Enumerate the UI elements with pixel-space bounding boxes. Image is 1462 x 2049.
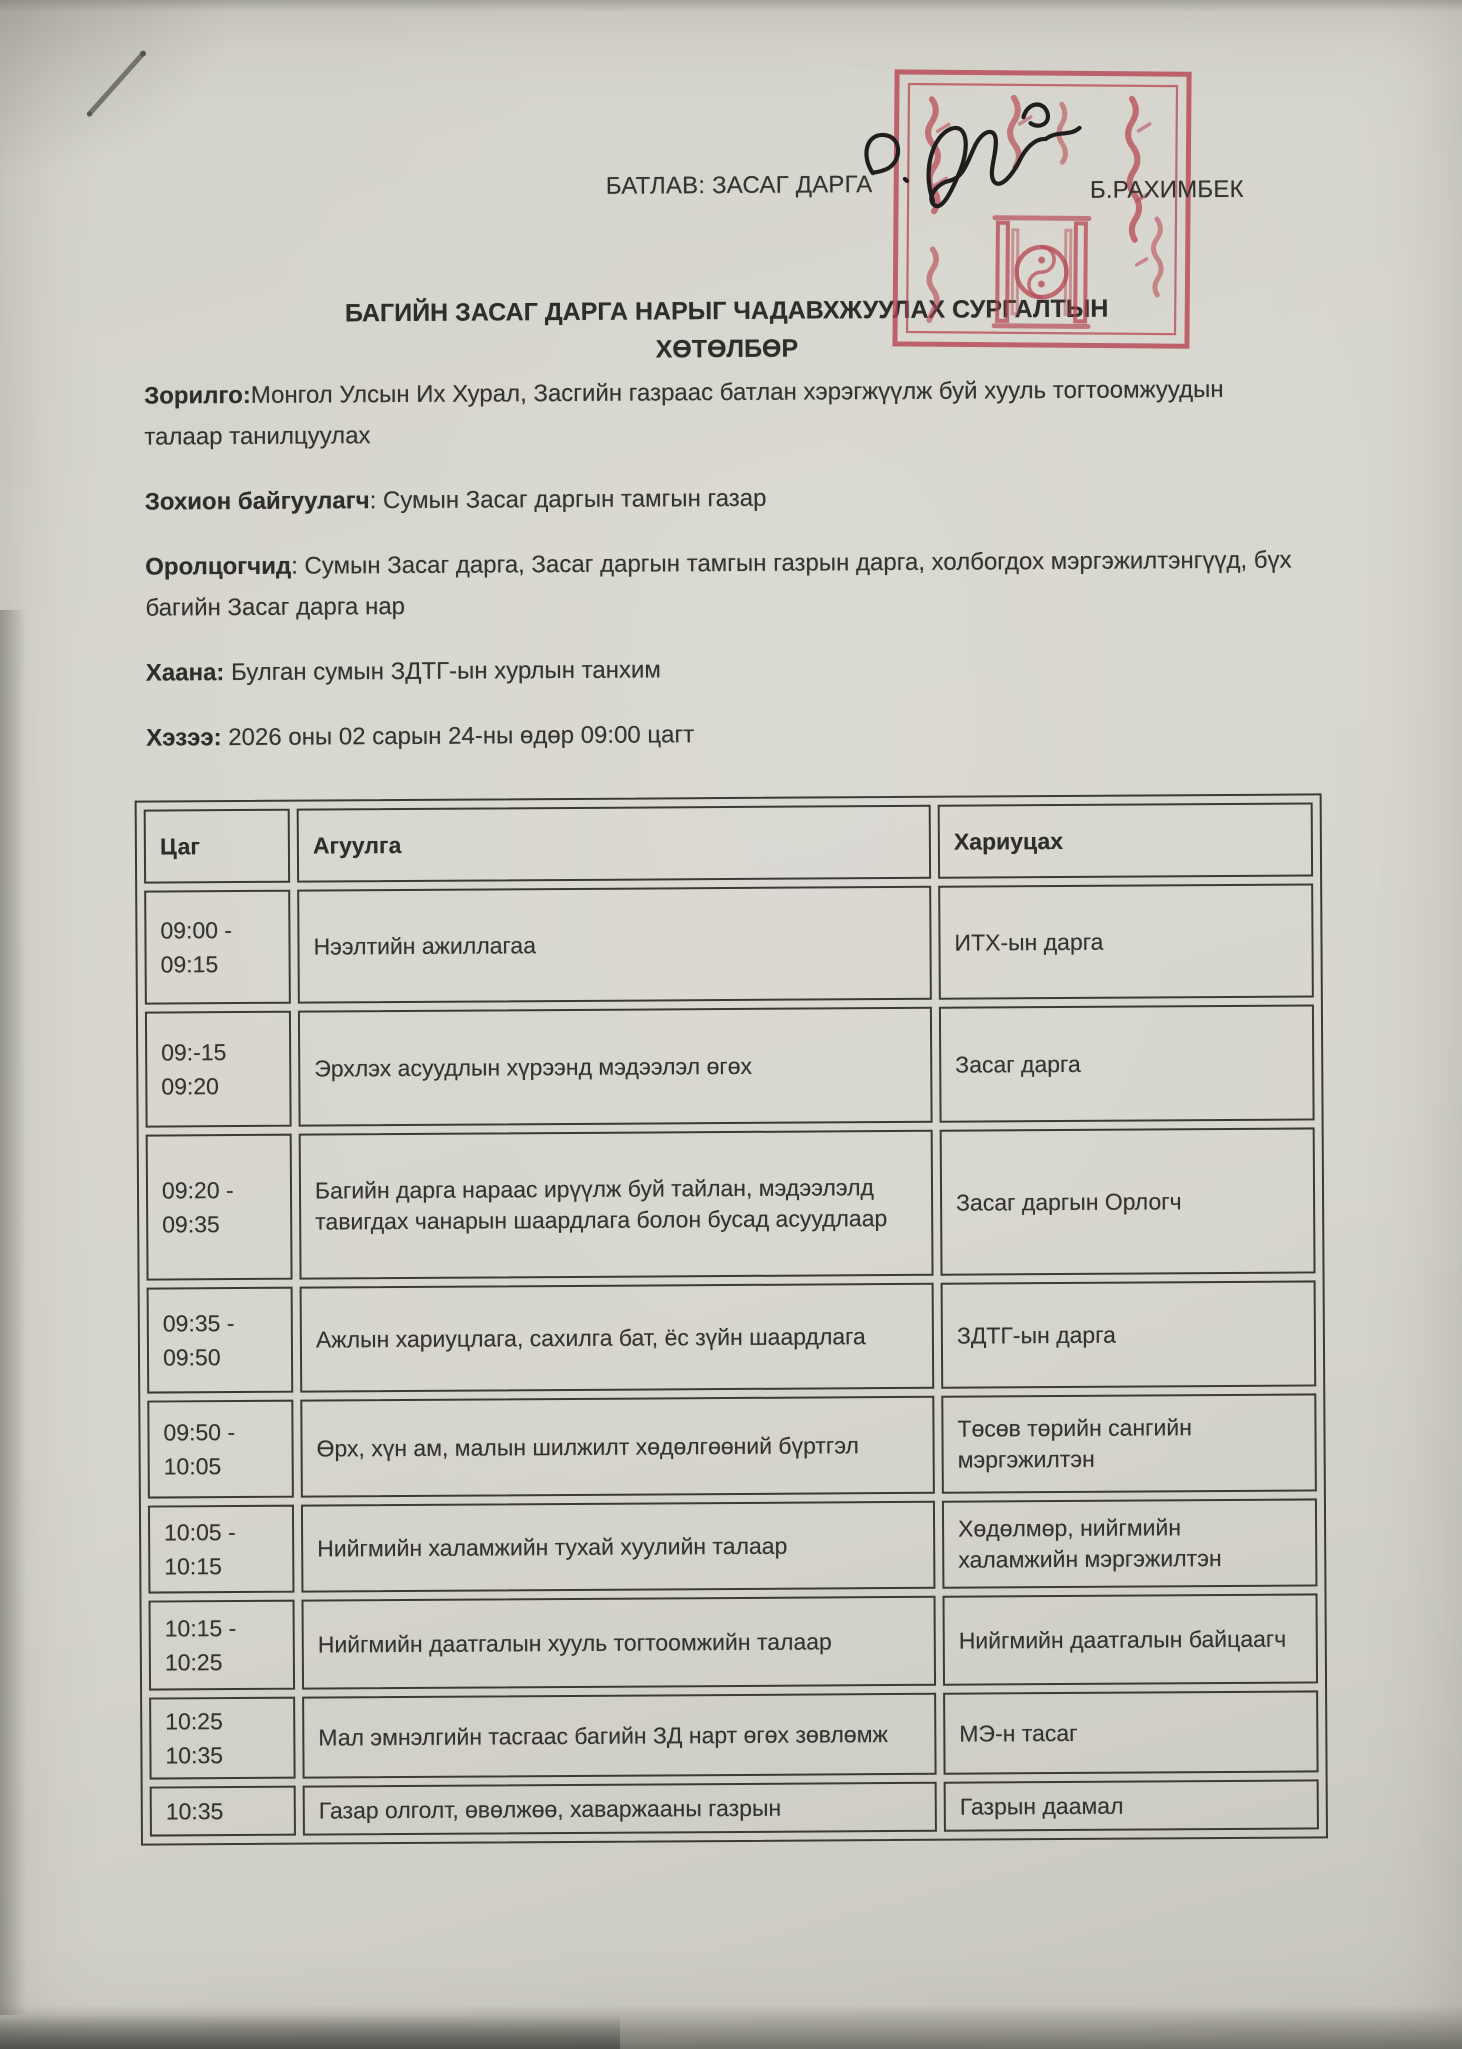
table-row <box>147 1280 1317 1393</box>
col-header-owner: Хариуцах <box>938 802 1313 878</box>
section-organizer-text: : Сумын Засаг даргын тамгын газар <box>369 484 767 515</box>
section-where <box>146 646 1296 694</box>
cell-content: Өрх, хүн ам, малын шилжилт хөдөлгөөний бүртгэл <box>300 1396 935 1498</box>
section-organizer <box>145 475 1295 523</box>
cell-time: 10:25 10:35 <box>149 1697 295 1780</box>
section-purpose-label: Зорилго: <box>144 381 251 410</box>
cell-owner: МЭ-н тасаг <box>943 1690 1318 1774</box>
cell-owner: Нийгмийн даатгалын байцаагч <box>942 1593 1318 1685</box>
table-row <box>149 1593 1319 1690</box>
cell-time: 10:35 <box>150 1786 296 1837</box>
section-organizer-label: Зохион байгуулагч <box>144 487 370 516</box>
cell-content: Нийгмийн халамжийн тухай хуулийн талаар <box>301 1501 936 1593</box>
section-participants-text: : Сумын Засаг дарга, Засаг даргын тамгын газрын дарга, холбогдох мэргэжилтэнгүүд, бүх багийн Засаг дарга нар <box>145 546 1292 622</box>
cell-content: Ажлын хариуцлага, сахилга бат, ёс зүйн шаардлага <box>300 1283 935 1393</box>
section-purpose-text: Монгол Улсын Их Хурал, Засгийн газраас батлан хэрэгжүүлж буй хууль тогтоомжуудын талаар танилцуулах <box>144 375 1224 451</box>
cell-owner: Засаг даргын Орлогч <box>940 1127 1316 1275</box>
table-row <box>147 1393 1317 1498</box>
cell-owner: Засаг дарга <box>939 1004 1315 1122</box>
col-header-content: Агуулга <box>297 805 931 883</box>
cell-content: Багийн дарга нараас ирүүлж буй тайлан, мэдээлэлд тавигдах чанарын шаардлага болон бусад асуудлаар <box>299 1130 934 1280</box>
cell-content: Эрхлэх асуудлын хүрээнд мэдээлэл өгөх <box>298 1007 933 1127</box>
cell-time: 09:50 - 10:05 <box>147 1400 294 1499</box>
document-meta <box>144 369 1296 783</box>
table-row <box>144 883 1314 1004</box>
table-row <box>146 1127 1316 1280</box>
cell-content: Нээлтийн ажиллагаа <box>297 886 932 1004</box>
cell-content: Газар олголт, өвөлжөө, хаваржааны газрын <box>303 1782 937 1836</box>
table-row <box>148 1498 1318 1593</box>
schedule-body <box>144 883 1319 1836</box>
schedule-table <box>135 793 1328 1845</box>
cell-content: Нийгмийн даатгалын хууль тогтоомжийн талаар <box>302 1596 937 1690</box>
col-header-time: Цаг <box>144 809 290 884</box>
table-row <box>145 1004 1315 1127</box>
table-row <box>150 1779 1319 1836</box>
title-line-1: БАГИЙН ЗАСАГ ДАРГА НАРЫГ ЧАДАВХЖУУЛАХ СУРГАЛТЫН <box>344 294 1109 328</box>
section-when-label: Хэзээ: <box>146 724 222 752</box>
cell-owner: Хөдөлмөр, нийгмийн халамжийн мэргэжилтэн <box>942 1498 1318 1588</box>
approval-label: БАТЛАВ: ЗАСАГ ДАРГА <box>605 171 873 200</box>
cell-time: 09:35 - 09:50 <box>147 1287 294 1394</box>
cell-time: 09:20 - 09:35 <box>146 1134 293 1281</box>
cell-time: 09:-15 09:20 <box>145 1011 292 1128</box>
cell-owner: Газрын даамал <box>944 1779 1319 1831</box>
cell-owner: Төсөв төрийн сангийн мэргэжилтэн <box>941 1393 1317 1493</box>
section-purpose <box>144 369 1294 458</box>
cell-owner: ИТХ-ын дарга <box>938 883 1314 999</box>
table-header-row <box>144 802 1313 883</box>
section-where-text: Булган сумын ЗДТГ-ын хурлын танхим <box>224 656 661 687</box>
cell-time: 10:15 - 10:25 <box>149 1600 296 1691</box>
title-line-2: ХӨТӨЛБӨР <box>655 334 799 364</box>
section-where-label: Хаана: <box>145 659 225 687</box>
section-when-text: 2026 оны 02 сарын 24-ны өдөр 09:00 цагт <box>221 721 695 752</box>
pen-mark-icon <box>77 43 162 128</box>
schedule-table-wrap <box>135 793 1328 1845</box>
section-participants <box>145 540 1295 629</box>
cell-time: 09:00 - 09:15 <box>144 890 291 1005</box>
section-when <box>146 711 1296 759</box>
cell-owner: ЗДТГ-ын дарга <box>941 1280 1317 1388</box>
table-row <box>149 1690 1318 1779</box>
signature-icon <box>846 72 1109 224</box>
approver-name: Б.РАХИМБЕК <box>1089 175 1244 204</box>
section-participants-label: Оролцогчид <box>145 552 292 581</box>
cell-time: 10:05 - 10:15 <box>148 1505 295 1594</box>
cell-content: Мал эмнэлгийн тасгаас багийн ЗД нарт өгөх зөвлөмж <box>302 1693 936 1779</box>
